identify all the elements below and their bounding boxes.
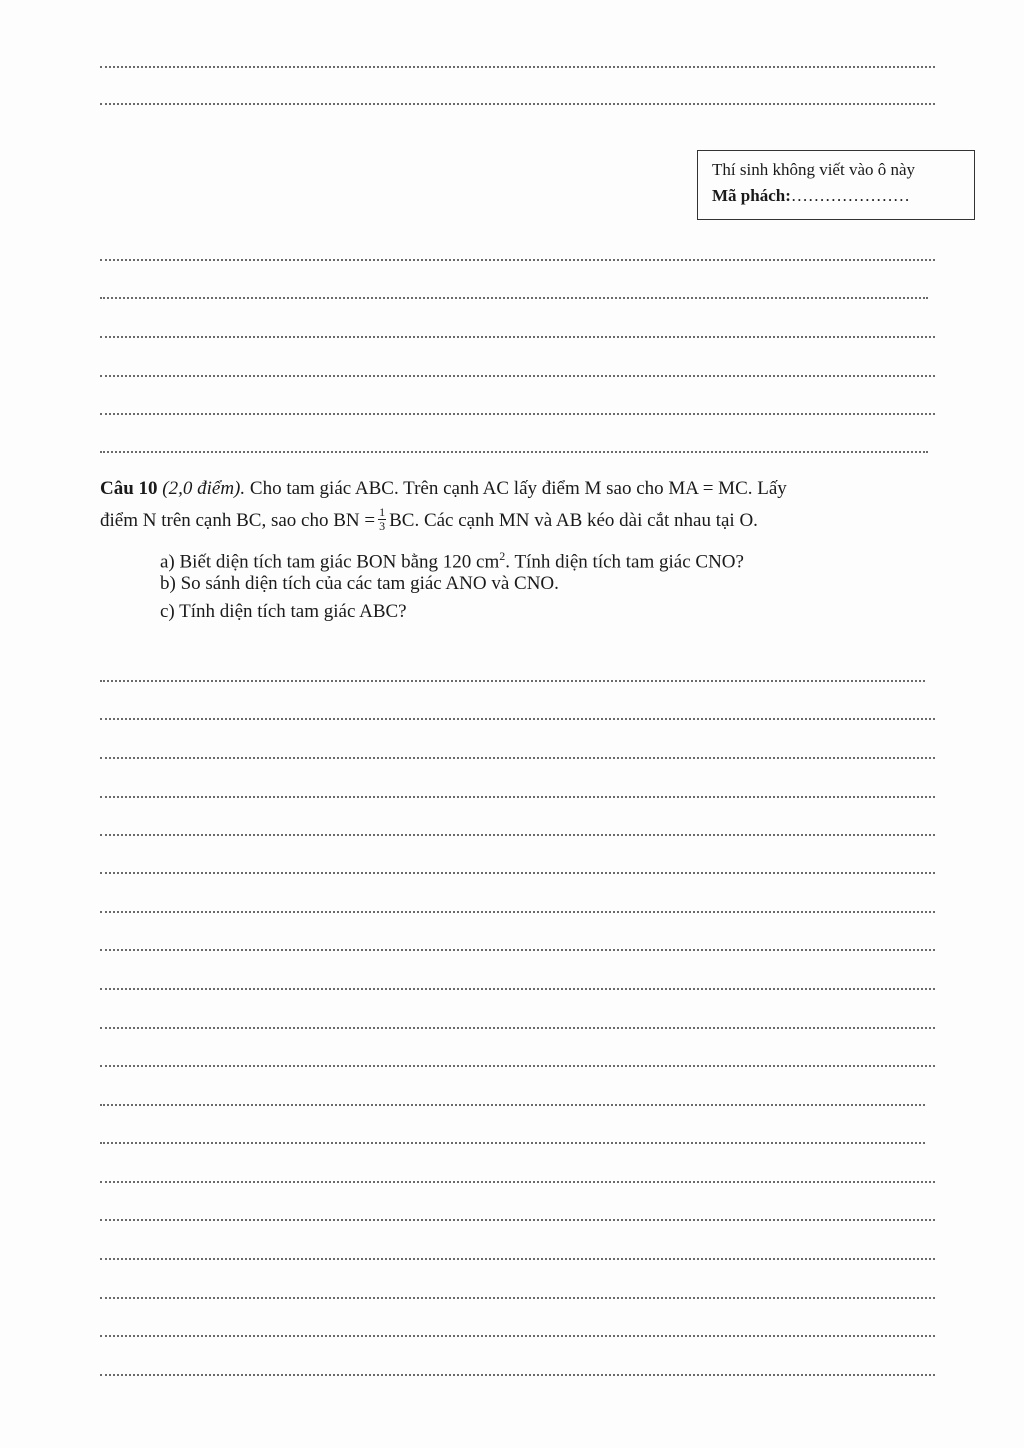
answer-line xyxy=(100,1219,935,1221)
answer-line xyxy=(100,297,928,299)
answer-line xyxy=(100,1258,935,1260)
answer-line xyxy=(100,1181,935,1183)
question-line-2 xyxy=(100,505,930,537)
answer-line xyxy=(100,1374,935,1376)
answer-line xyxy=(100,1065,935,1067)
code-dots: ………………… xyxy=(790,186,910,205)
question-label: Câu 10 xyxy=(100,478,158,499)
answer-line xyxy=(100,451,928,453)
question-text-1: Cho tam giác ABC. Trên cạnh AC lấy điểm M sao cho MA = MC. Lấy xyxy=(249,478,787,499)
answer-line xyxy=(100,911,935,913)
candidate-code-box xyxy=(697,150,975,220)
question-text-2a: điểm N trên cạnh BC, sao cho BN = xyxy=(100,510,376,531)
answer-line xyxy=(100,718,935,720)
answer-line xyxy=(100,1142,925,1144)
question-line-1 xyxy=(100,473,930,505)
code-label: Mã phách: xyxy=(712,186,791,205)
sub-question-a: a) Biết diện tích tam giác BON bằng 120 $cm^2$. Tính diện tích tam giác CNO? xyxy=(160,549,744,573)
question-points: (2,0 điểm). xyxy=(162,478,246,499)
answer-line xyxy=(100,1297,935,1299)
answer-line xyxy=(100,796,935,798)
answer-line xyxy=(100,872,935,874)
answer-line xyxy=(100,834,935,836)
answer-line xyxy=(100,757,935,759)
answer-line xyxy=(100,1027,935,1029)
answer-line xyxy=(100,336,935,338)
question-10 xyxy=(100,473,930,537)
fraction-one-third: $\frac{1}{3}$ xyxy=(379,505,386,534)
code-row xyxy=(712,183,974,209)
answer-line xyxy=(100,375,935,377)
answer-line xyxy=(100,1104,925,1106)
sub-question-c: c) Tính diện tích tam giác ABC? xyxy=(160,601,407,622)
box-notice: Thí sinh không viết vào ô này xyxy=(712,160,916,179)
answer-line xyxy=(100,988,935,990)
sub-question-b: b) So sánh diện tích của các tam giác ANO và CNO. xyxy=(160,573,559,594)
answer-line xyxy=(100,949,935,951)
answer-line xyxy=(100,413,935,415)
answer-line xyxy=(100,259,935,261)
answer-line xyxy=(100,103,935,105)
question-text-2b: BC. Các cạnh MN và AB kéo dài cắt nhau tại O. xyxy=(389,510,758,531)
answer-line xyxy=(100,66,935,68)
answer-line xyxy=(100,680,925,682)
answer-line xyxy=(100,1335,935,1337)
